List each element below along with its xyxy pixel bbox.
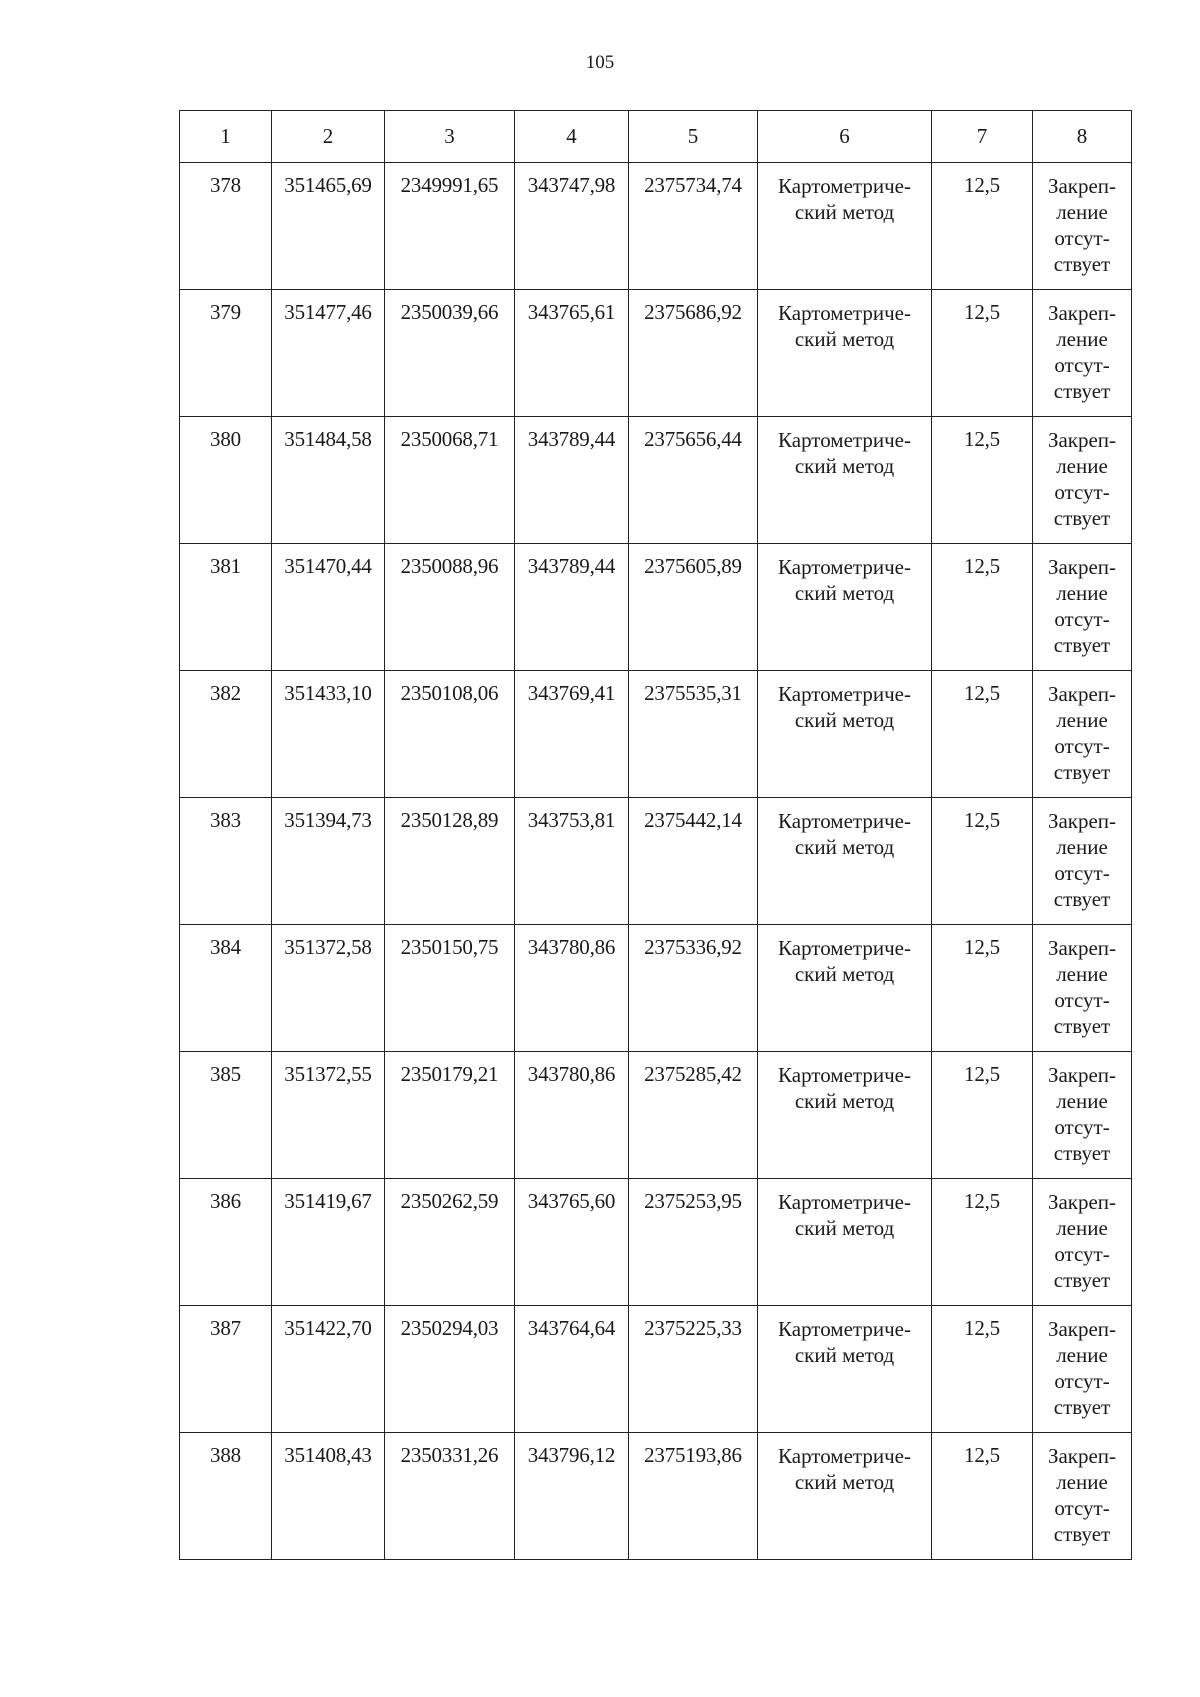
x-coordinate-cell: 351484,58	[272, 417, 385, 544]
fixation-cell-line: ствует	[1053, 633, 1111, 657]
fixation-cell-line: ление	[1056, 1089, 1108, 1113]
accuracy-cell: 12,5	[932, 1433, 1033, 1560]
point-number-cell: 381	[180, 544, 272, 671]
fixation-cell-line: ление	[1056, 200, 1108, 224]
fixation-cell	[1033, 544, 1132, 671]
method-cell	[758, 1052, 932, 1179]
fixation-cell	[1033, 798, 1132, 925]
point-number-cell: 378	[180, 163, 272, 290]
x-coordinate-cell: 351470,44	[272, 544, 385, 671]
point-number-cell: 382	[180, 671, 272, 798]
fixation-cell-line: отсут-	[1054, 1496, 1110, 1520]
method-cell	[758, 163, 932, 290]
fixation-cell-line: ствует	[1053, 1141, 1111, 1165]
fixation-cell-line: ление	[1056, 1343, 1108, 1367]
fixation-cell	[1033, 1052, 1132, 1179]
fixation-cell-line: ствует	[1053, 252, 1111, 276]
y-coordinate-cell: 2350108,06	[385, 671, 515, 798]
x2-coordinate-cell: 343747,98	[515, 163, 629, 290]
fixation-cell-line: Закреп-	[1047, 1190, 1117, 1214]
method-cell-line: ский метод	[794, 1470, 895, 1494]
fixation-cell-line: отсут-	[1054, 226, 1110, 250]
accuracy-cell: 12,5	[932, 1179, 1033, 1306]
fixation-cell-line: отсут-	[1054, 1115, 1110, 1139]
y-coordinate-cell: 2350179,21	[385, 1052, 515, 1179]
fixation-cell-line: ление	[1056, 327, 1108, 351]
x2-coordinate-cell: 343753,81	[515, 798, 629, 925]
accuracy-cell: 12,5	[932, 671, 1033, 798]
fixation-cell	[1033, 290, 1132, 417]
fixation-cell	[1033, 1179, 1132, 1306]
fixation-cell-line: ствует	[1053, 1014, 1111, 1038]
accuracy-cell: 12,5	[932, 290, 1033, 417]
x-coordinate-cell: 351372,55	[272, 1052, 385, 1179]
fixation-cell-line: ление	[1056, 835, 1108, 859]
x2-coordinate-cell: 343765,61	[515, 290, 629, 417]
method-cell-line: Картометриче-	[778, 1063, 911, 1087]
fixation-cell-line: ление	[1056, 454, 1108, 478]
method-cell	[758, 417, 932, 544]
fixation-cell-line: ствует	[1053, 887, 1111, 911]
method-cell-line: ский метод	[794, 1343, 895, 1367]
method-cell	[758, 798, 932, 925]
method-cell	[758, 290, 932, 417]
fixation-cell-line: отсут-	[1054, 988, 1110, 1012]
x-coordinate-cell: 351433,10	[272, 671, 385, 798]
y-coordinate-cell: 2350150,75	[385, 925, 515, 1052]
method-cell-line: ский метод	[794, 200, 895, 224]
fixation-cell-line: Закреп-	[1047, 301, 1117, 325]
method-cell-line: Картометриче-	[778, 555, 911, 579]
point-number-cell: 387	[180, 1306, 272, 1433]
table-row	[180, 671, 1132, 798]
x-coordinate-cell: 351422,70	[272, 1306, 385, 1433]
x2-coordinate-cell: 343765,60	[515, 1179, 629, 1306]
table-row	[180, 290, 1132, 417]
y2-coordinate-cell: 2375336,92	[629, 925, 758, 1052]
method-cell-line: ский метод	[794, 1089, 895, 1113]
table-row	[180, 925, 1132, 1052]
method-cell-line: Картометриче-	[778, 1317, 911, 1341]
fixation-cell-line: отсут-	[1054, 734, 1110, 758]
method-cell	[758, 1179, 932, 1306]
fixation-cell-line: ствует	[1053, 506, 1111, 530]
fixation-cell-line: отсут-	[1054, 353, 1110, 377]
point-number-cell: 379	[180, 290, 272, 417]
fixation-cell-line: отсут-	[1054, 1369, 1110, 1393]
method-cell-line: ский метод	[794, 327, 895, 351]
x-coordinate-cell: 351477,46	[272, 290, 385, 417]
column-header: 7	[932, 111, 1033, 163]
method-cell-line: ский метод	[794, 708, 895, 732]
table-row	[180, 1179, 1132, 1306]
method-cell-line: Картометриче-	[778, 809, 911, 833]
y2-coordinate-cell: 2375656,44	[629, 417, 758, 544]
y2-coordinate-cell: 2375285,42	[629, 1052, 758, 1179]
fixation-cell-line: ствует	[1053, 379, 1111, 403]
table-row	[180, 544, 1132, 671]
x-coordinate-cell: 351408,43	[272, 1433, 385, 1560]
point-number-cell: 380	[180, 417, 272, 544]
fixation-cell-line: ление	[1056, 962, 1108, 986]
method-cell-line: ский метод	[794, 454, 895, 478]
fixation-cell	[1033, 925, 1132, 1052]
method-cell	[758, 671, 932, 798]
table-row	[180, 417, 1132, 544]
method-cell-line: Картометриче-	[778, 301, 911, 325]
fixation-cell-line: ление	[1056, 1216, 1108, 1240]
method-cell-line: Картометриче-	[778, 428, 911, 452]
fixation-cell-line: отсут-	[1054, 480, 1110, 504]
accuracy-cell: 12,5	[932, 544, 1033, 671]
accuracy-cell: 12,5	[932, 163, 1033, 290]
point-number-cell: 383	[180, 798, 272, 925]
y2-coordinate-cell: 2375734,74	[629, 163, 758, 290]
y-coordinate-cell: 2350128,89	[385, 798, 515, 925]
fixation-cell-line: Закреп-	[1047, 174, 1117, 198]
x2-coordinate-cell: 343769,41	[515, 671, 629, 798]
fixation-cell	[1033, 1433, 1132, 1560]
method-cell	[758, 1433, 932, 1560]
fixation-cell-line: Закреп-	[1047, 1063, 1117, 1087]
y2-coordinate-cell: 2375535,31	[629, 671, 758, 798]
x2-coordinate-cell: 343764,64	[515, 1306, 629, 1433]
method-cell-line: ский метод	[794, 835, 895, 859]
accuracy-cell: 12,5	[932, 417, 1033, 544]
x-coordinate-cell: 351465,69	[272, 163, 385, 290]
fixation-cell-line: ление	[1056, 1470, 1108, 1494]
fixation-cell	[1033, 671, 1132, 798]
column-header: 3	[385, 111, 515, 163]
accuracy-cell: 12,5	[932, 798, 1033, 925]
y2-coordinate-cell: 2375605,89	[629, 544, 758, 671]
accuracy-cell: 12,5	[932, 1052, 1033, 1179]
y-coordinate-cell: 2350331,26	[385, 1433, 515, 1560]
method-cell-line: Картометриче-	[778, 682, 911, 706]
method-cell	[758, 1306, 932, 1433]
table-row	[180, 1052, 1132, 1179]
y2-coordinate-cell: 2375193,86	[629, 1433, 758, 1560]
y-coordinate-cell: 2350039,66	[385, 290, 515, 417]
page-number: 105	[585, 52, 615, 73]
method-cell-line: ский метод	[794, 1216, 895, 1240]
x2-coordinate-cell: 343780,86	[515, 925, 629, 1052]
x-coordinate-cell: 351419,67	[272, 1179, 385, 1306]
fixation-cell-line: ление	[1056, 581, 1108, 605]
fixation-cell-line: ствует	[1053, 1522, 1111, 1546]
column-header: 8	[1033, 111, 1132, 163]
method-cell-line: Картометриче-	[778, 1190, 911, 1214]
coordinates-table	[179, 110, 1132, 1560]
fixation-cell-line: отсут-	[1054, 861, 1110, 885]
fixation-cell-line: Закреп-	[1047, 682, 1117, 706]
x2-coordinate-cell: 343789,44	[515, 544, 629, 671]
column-header: 5	[629, 111, 758, 163]
method-cell	[758, 544, 932, 671]
fixation-cell-line: отсут-	[1054, 1242, 1110, 1266]
method-cell-line: ский метод	[794, 581, 895, 605]
fixation-cell-line: Закреп-	[1047, 1317, 1117, 1341]
method-cell-line: Картометриче-	[778, 1444, 911, 1468]
fixation-cell-line: Закреп-	[1047, 555, 1117, 579]
method-cell-line: Картометриче-	[778, 936, 911, 960]
accuracy-cell: 12,5	[932, 925, 1033, 1052]
fixation-cell-line: ствует	[1053, 760, 1111, 784]
accuracy-cell: 12,5	[932, 1306, 1033, 1433]
method-cell-line: ский метод	[794, 962, 895, 986]
y2-coordinate-cell: 2375253,95	[629, 1179, 758, 1306]
table-row	[180, 163, 1132, 290]
table-row	[180, 798, 1132, 925]
x-coordinate-cell: 351372,58	[272, 925, 385, 1052]
point-number-cell: 384	[180, 925, 272, 1052]
fixation-cell	[1033, 163, 1132, 290]
x2-coordinate-cell: 343789,44	[515, 417, 629, 544]
point-number-cell: 385	[180, 1052, 272, 1179]
fixation-cell	[1033, 417, 1132, 544]
table-row	[180, 1433, 1132, 1560]
fixation-cell-line: ление	[1056, 708, 1108, 732]
table-row	[180, 1306, 1132, 1433]
y2-coordinate-cell: 2375442,14	[629, 798, 758, 925]
column-header: 4	[515, 111, 629, 163]
column-header: 6	[758, 111, 932, 163]
fixation-cell-line: Закреп-	[1047, 428, 1117, 452]
x2-coordinate-cell: 343780,86	[515, 1052, 629, 1179]
fixation-cell-line: Закреп-	[1047, 936, 1117, 960]
fixation-cell	[1033, 1306, 1132, 1433]
y-coordinate-cell: 2349991,65	[385, 163, 515, 290]
x2-coordinate-cell: 343796,12	[515, 1433, 629, 1560]
y2-coordinate-cell: 2375225,33	[629, 1306, 758, 1433]
y-coordinate-cell: 2350068,71	[385, 417, 515, 544]
fixation-cell-line: ствует	[1053, 1268, 1111, 1292]
column-header: 2	[272, 111, 385, 163]
x-coordinate-cell: 351394,73	[272, 798, 385, 925]
method-cell	[758, 925, 932, 1052]
fixation-cell-line: Закреп-	[1047, 1444, 1117, 1468]
y2-coordinate-cell: 2375686,92	[629, 290, 758, 417]
y-coordinate-cell: 2350262,59	[385, 1179, 515, 1306]
column-header: 1	[180, 111, 272, 163]
y-coordinate-cell: 2350294,03	[385, 1306, 515, 1433]
fixation-cell-line: ствует	[1053, 1395, 1111, 1419]
method-cell-line: Картометриче-	[778, 174, 911, 198]
y-coordinate-cell: 2350088,96	[385, 544, 515, 671]
point-number-cell: 386	[180, 1179, 272, 1306]
point-number-cell: 388	[180, 1433, 272, 1560]
header-row	[180, 111, 1132, 163]
fixation-cell-line: отсут-	[1054, 607, 1110, 631]
fixation-cell-line: Закреп-	[1047, 809, 1117, 833]
